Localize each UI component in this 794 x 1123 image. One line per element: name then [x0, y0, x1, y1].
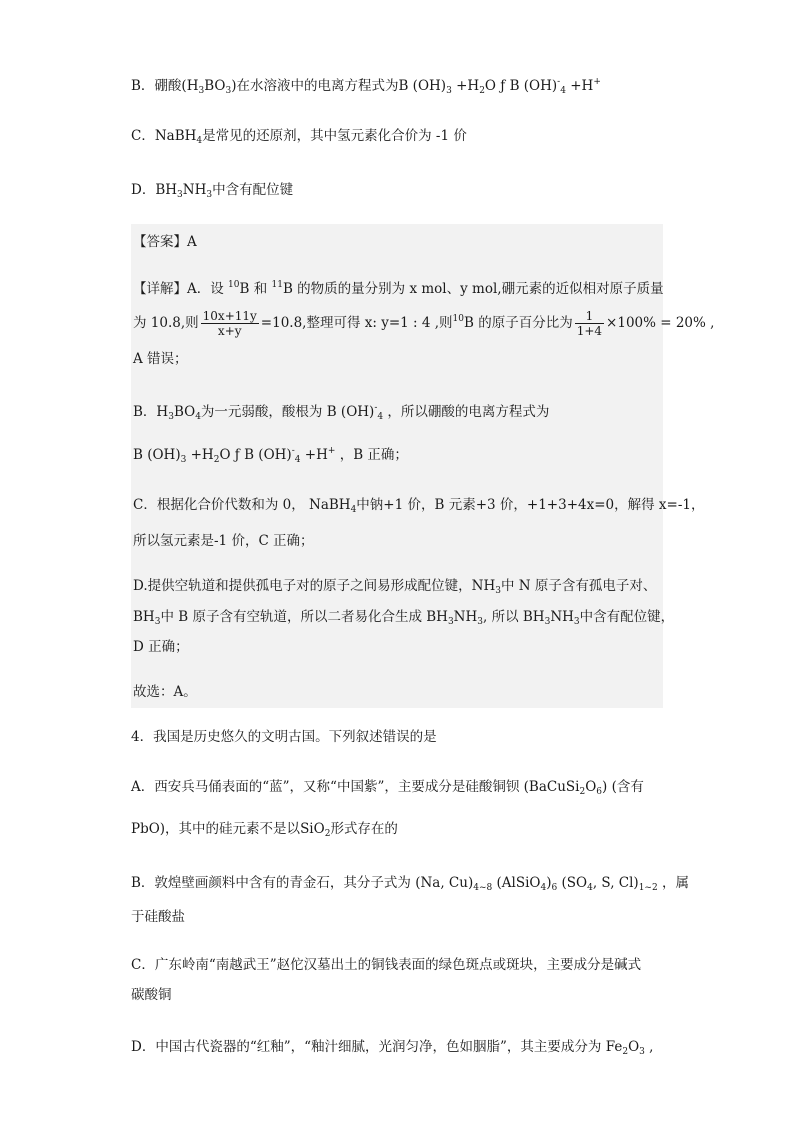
subscript: 6: [596, 787, 603, 797]
text: B 的原子百分比为: [464, 315, 573, 331]
text: NH: [453, 609, 478, 625]
detail-a-line1: [133, 275, 664, 299]
option-label: B．硼酸: [131, 78, 182, 94]
text: B (OH): [133, 447, 181, 463]
subscript: 4: [587, 883, 593, 893]
superscript: 11: [271, 280, 283, 290]
subscript: 2: [579, 787, 586, 797]
fraction: [201, 309, 259, 338]
subscript: 4: [196, 136, 203, 146]
superscript: -: [291, 446, 295, 456]
text: ，属: [657, 875, 689, 891]
question-text: 4．我国是历史悠久的文明古国。下列叙述错误的是: [131, 729, 437, 745]
text: A 错误；: [133, 351, 188, 367]
text: O: [628, 1039, 640, 1055]
subscript: 4: [294, 455, 301, 465]
detail-b-line2: [133, 441, 408, 470]
formula: BH: [155, 182, 178, 198]
detail-c-line1: [133, 495, 704, 520]
text: A．西安兵马俑表面的“蓝”，又称“中国紫”，主要成分是硅酸铜钡 (BaCuSi: [131, 779, 580, 795]
text: 所以氢元素是-1 价，C 正确；: [133, 533, 314, 549]
text: D 正确；: [133, 639, 189, 655]
subscript: 3: [206, 190, 213, 200]
q4-option-d-line1: [131, 1037, 653, 1062]
equation: +H: [451, 78, 480, 94]
detail-a-line2: [133, 302, 714, 340]
option-d: [131, 180, 293, 205]
text: O: [585, 779, 597, 795]
formula: NH: [182, 182, 207, 198]
text: B 的物质的量分别为 x mol、y mol,硼元素的近似相对原子质量: [282, 281, 664, 297]
subscript: 3: [225, 86, 232, 96]
answer-choice: [133, 682, 197, 702]
subscript: 4~8: [473, 883, 493, 893]
text: 为 10.8,则: [133, 315, 199, 331]
denominator: 1+4: [576, 324, 603, 338]
superscript: +: [593, 77, 601, 87]
detail-b-line1: [133, 398, 549, 427]
option-text: 是常见的还原剂，其中氢元素化合价为 -1 价: [202, 128, 467, 144]
superscript: 10: [228, 280, 240, 290]
text: (AlSiO: [492, 875, 541, 891]
text: B 和: [239, 281, 268, 297]
subscript: 4: [195, 412, 201, 422]
detail-d-line3: [133, 637, 189, 657]
text: ): [546, 875, 552, 891]
answer-label: [133, 232, 197, 252]
text: ，B 正确；: [335, 447, 408, 463]
subscript: 3: [168, 412, 174, 422]
text: PbO)，其中的硅元素不是以: [131, 821, 301, 837]
text: =10.8,整理可得 x: y=1 : 4 ,则: [260, 315, 453, 331]
detail-d-line2: [133, 607, 674, 632]
formula: SiO: [300, 821, 325, 837]
subscript: 6: [551, 883, 558, 893]
equation: O ƒ B (OH): [484, 78, 558, 94]
q4-option-a-line1: [131, 777, 644, 802]
text: 形式存在的: [330, 821, 398, 837]
answer-text: 【答案】A: [133, 234, 197, 250]
option-label: D．: [131, 182, 156, 198]
subscript: 3: [495, 586, 501, 596]
text: B．敦煌壁画颜料中含有的青金石，其分子式为 (Na, Cu): [131, 875, 474, 891]
text: 故选：A。: [133, 684, 197, 700]
text: D.提供空轨道和提供孤电子对的原子之间易形成配位键，NH: [133, 578, 496, 594]
text: ，所以硼酸的电离方程式为: [383, 404, 550, 420]
text: C．根据化合价代数和为 0， NaBH: [133, 497, 351, 513]
text: 中钠+1 价，B 元素+3 价，+1+3+4x=0，解得 x=-1，: [356, 497, 705, 513]
subscript: 1~2: [638, 883, 658, 893]
option-c: [131, 126, 467, 151]
text: , 所以 BH: [483, 609, 545, 625]
text: NH: [550, 609, 574, 625]
superscript: 10: [452, 314, 464, 324]
text: 中 B 原子含有空轨道，所以二者易化合生成 BH: [160, 609, 448, 625]
subscript: 3: [573, 617, 580, 627]
q4-option-c-line1: [131, 955, 641, 975]
q4-option-a-line2: [131, 819, 398, 844]
subscript: 2: [622, 1047, 629, 1057]
subscript: 3: [180, 455, 187, 465]
superscript: +: [327, 446, 336, 456]
formula: NaBH: [154, 128, 197, 144]
subscript: 3: [154, 617, 161, 627]
subscript: 3: [544, 617, 551, 627]
text: , S, Cl): [592, 875, 639, 891]
detail-c-line2: [133, 531, 314, 551]
formula: (H: [181, 78, 199, 94]
text: 为一元弱酸，酸根为 B (OH): [200, 404, 375, 420]
text: B．H: [133, 404, 169, 420]
subscript: 4: [377, 412, 384, 422]
text: C．广东岭南“南越武王”赵佗汉墓出土的铜钱表面的绿色斑点或斑块，主要成分是碱式: [131, 957, 642, 973]
option-b: [131, 72, 601, 101]
formula: BO: [204, 78, 226, 94]
q4-stem: [131, 727, 437, 747]
text: D．中国古代瓷器的“红釉”，“釉汁细腻，光润匀净，色如胭脂”，其主要成分为 Fe: [131, 1039, 623, 1055]
q4-option-b-line2: [131, 907, 185, 927]
numerator: 10x+11y: [202, 309, 257, 323]
fraction: [575, 309, 604, 338]
text: 中含有配位键，: [579, 609, 675, 625]
subscript: 4: [560, 86, 566, 96]
text: 中 N 原子含有孤电子对、: [500, 578, 657, 594]
detail-a-line3: [133, 349, 188, 369]
equation: +H: [565, 78, 594, 94]
subscript: 3: [198, 86, 205, 96]
subscript: 3: [477, 617, 483, 627]
subscript: 3: [446, 86, 452, 96]
option-label: C．: [131, 128, 155, 144]
text: 【详解】A．设: [133, 281, 224, 297]
detail-d-line1: [133, 576, 656, 601]
text: ×100% = 20% ,: [606, 315, 715, 331]
superscript: -: [557, 77, 561, 87]
text: BH: [133, 609, 155, 625]
subscript: 2: [324, 829, 331, 839]
q4-option-c-line2: [131, 985, 172, 1005]
denominator: x+y: [217, 324, 242, 338]
subscript: 3: [177, 190, 183, 200]
text: BO: [173, 404, 196, 420]
formula: ): [231, 78, 237, 94]
text: O ƒ B (OH): [219, 447, 292, 463]
subscript: 2: [479, 86, 485, 96]
text: (SO: [557, 875, 588, 891]
option-text: 中含有配位键: [212, 182, 294, 198]
equation: B (OH): [398, 78, 447, 94]
subscript: 4: [540, 883, 547, 893]
superscript: -: [374, 403, 378, 413]
text: 于硅酸盐: [131, 909, 185, 925]
text: +H: [186, 447, 214, 463]
option-text: 在水溶液中的电离方程式为: [236, 78, 399, 94]
text: 碳酸铜: [131, 987, 172, 1003]
subscript: 4: [350, 505, 357, 515]
text: +H: [300, 447, 328, 463]
subscript: 3: [447, 617, 454, 627]
q4-option-b-line1: [131, 873, 689, 898]
subscript: 2: [213, 455, 220, 465]
text: ) (含有: [602, 779, 644, 795]
numerator: 1: [575, 309, 604, 324]
text: ,: [644, 1039, 654, 1055]
subscript: 3: [639, 1047, 645, 1057]
